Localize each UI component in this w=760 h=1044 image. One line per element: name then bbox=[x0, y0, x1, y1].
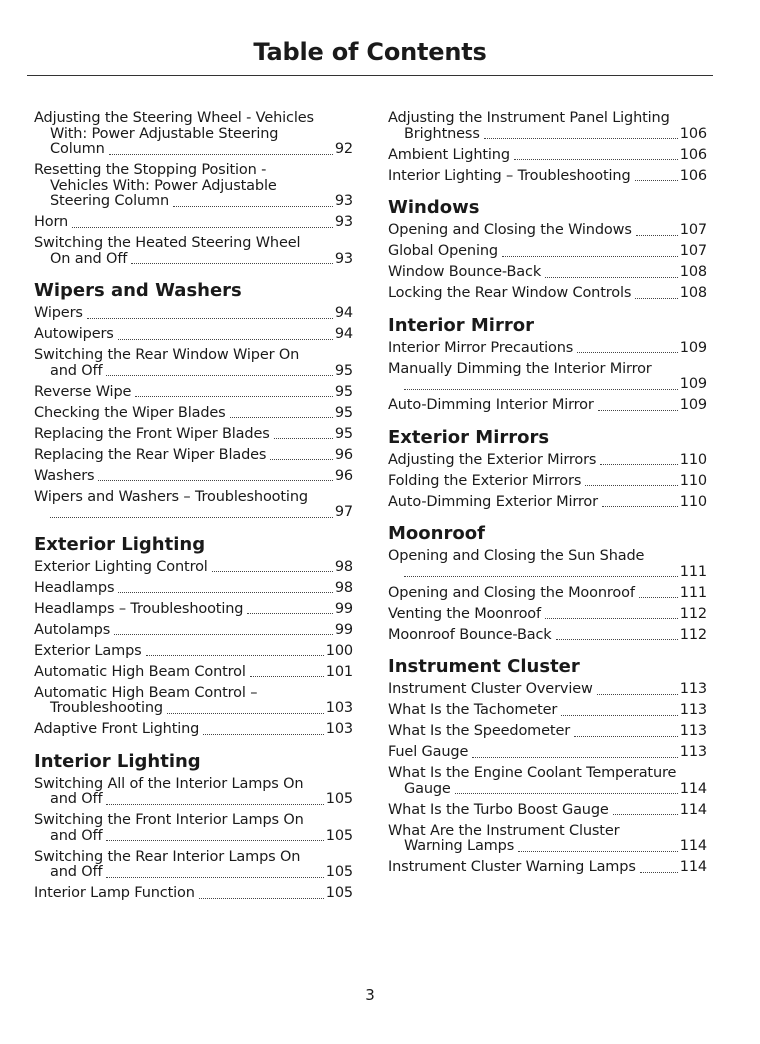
toc-entry-title-line: Ambient Lighting bbox=[388, 146, 510, 163]
toc-entry-page: 114 bbox=[679, 801, 707, 818]
dot-leader bbox=[106, 877, 323, 878]
toc-entry-exterior-lighting-control[interactable] bbox=[34, 560, 353, 576]
toc-entry-what-is-the-engine-coolant-temperature-gauge[interactable] bbox=[388, 766, 707, 797]
toc-entry-title-line: Global Opening bbox=[388, 243, 498, 259]
toc-entry-moonroof-bounce-back[interactable] bbox=[388, 628, 707, 644]
toc-entry-page: 105 bbox=[325, 864, 353, 880]
toc-entry-headlamps-troubleshooting[interactable] bbox=[34, 602, 353, 618]
toc-entry-page: 107 bbox=[679, 222, 707, 238]
dot-leader bbox=[404, 576, 678, 577]
toc-entry-title-line: and Off bbox=[50, 791, 103, 807]
toc-entry-fuel-gauge[interactable] bbox=[388, 745, 707, 761]
dot-leader bbox=[636, 235, 678, 236]
toc-entry-opening-and-closing-the-moonroof[interactable] bbox=[388, 586, 707, 602]
title-divider bbox=[27, 75, 713, 76]
toc-entry-opening-and-closing-the-windows[interactable] bbox=[388, 223, 707, 239]
toc-entry-title-line: What Is the Speedometer bbox=[388, 723, 571, 739]
toc-entry-page: 113 bbox=[679, 681, 707, 697]
toc-entry-title-line: Moonroof Bounce-Back bbox=[388, 626, 552, 643]
toc-entry-page: 95 bbox=[334, 383, 353, 400]
toc-entry-title-line: Automatic High Beam Control – bbox=[34, 684, 258, 701]
dot-leader bbox=[212, 571, 333, 572]
toc-entry-page: 114 bbox=[679, 838, 707, 854]
toc-entry-instrument-cluster-warning-lamps[interactable] bbox=[388, 860, 707, 876]
toc-entry-global-opening[interactable] bbox=[388, 244, 707, 260]
toc-entry-automatic-high-beam-control[interactable] bbox=[34, 665, 353, 681]
toc-entry-what-is-the-turbo-boost-gauge[interactable] bbox=[388, 803, 707, 819]
toc-entry-page: 113 bbox=[679, 744, 707, 760]
section-heading-interior-mirror: Interior Mirror bbox=[388, 314, 534, 336]
toc-entry-title-line: What Is the Turbo Boost Gauge bbox=[388, 801, 609, 818]
toc-entry-title-line: Steering Column bbox=[50, 193, 170, 209]
dot-leader bbox=[118, 592, 332, 593]
toc-entry-page: 114 bbox=[679, 780, 707, 797]
dot-leader bbox=[50, 517, 333, 518]
section-heading-wipers-and-washers: Wipers and Washers bbox=[34, 280, 242, 301]
toc-entry-title-line: Exterior Lamps bbox=[34, 642, 142, 659]
toc-entry-page: 111 bbox=[679, 563, 707, 580]
toc-entry-title-line: Switching All of the Interior Lamps On bbox=[34, 775, 304, 792]
toc-entry-switching-the-front-interior-lamps-on-and-off[interactable] bbox=[34, 813, 353, 844]
toc-entry-page: 103 bbox=[325, 700, 353, 716]
toc-entry-page: 110 bbox=[679, 472, 707, 489]
toc-entry-autolamps[interactable] bbox=[34, 623, 353, 639]
dot-leader bbox=[545, 618, 678, 619]
dot-leader bbox=[574, 736, 678, 737]
toc-entry-title-line: Wipers bbox=[34, 305, 83, 321]
toc-entry-page: 94 bbox=[334, 305, 353, 321]
dot-leader bbox=[602, 506, 678, 507]
toc-entry-page: 109 bbox=[679, 376, 707, 392]
dot-leader bbox=[502, 256, 678, 257]
toc-entry-title-line: Reverse Wipe bbox=[34, 383, 132, 400]
dot-leader bbox=[250, 676, 324, 677]
toc-entry-title-line: Opening and Closing the Windows bbox=[388, 222, 632, 238]
toc-entry-page: 113 bbox=[679, 702, 707, 718]
toc-entry-title-line: Interior Lighting – Troubleshooting bbox=[388, 167, 631, 184]
toc-entry-page: 103 bbox=[325, 721, 353, 737]
dot-leader bbox=[270, 459, 333, 460]
toc-entry-automatic-high-beam-control-troubleshooting[interactable] bbox=[34, 686, 353, 717]
toc-entry-headlamps[interactable] bbox=[34, 581, 353, 597]
dot-leader bbox=[131, 263, 333, 264]
toc-entry-replacing-the-front-wiper-blades[interactable] bbox=[34, 427, 353, 443]
toc-entry-title-line: Folding the Exterior Mirrors bbox=[388, 472, 582, 489]
dot-leader bbox=[514, 159, 678, 160]
toc-entry-what-is-the-speedometer[interactable] bbox=[388, 724, 707, 740]
toc-entry-page: 99 bbox=[334, 621, 353, 638]
toc-entry-adjusting-the-exterior-mirrors[interactable] bbox=[388, 453, 707, 469]
toc-entry-page: 106 bbox=[679, 146, 707, 163]
toc-entry-page: 95 bbox=[334, 404, 353, 421]
toc-entry-title-line: What Are the Instrument Cluster bbox=[388, 822, 620, 839]
dot-leader bbox=[613, 814, 678, 815]
toc-entry-title-line: Manually Dimming the Interior Mirror bbox=[388, 360, 652, 377]
toc-entry-manually-dimming-the-interior-mirror[interactable] bbox=[388, 362, 707, 393]
dot-leader bbox=[472, 757, 678, 758]
toc-entry-page: 107 bbox=[679, 243, 707, 259]
dot-leader bbox=[635, 180, 678, 181]
toc-entry-title-line: Washers bbox=[34, 467, 95, 484]
dot-leader bbox=[455, 793, 678, 794]
toc-entry-what-is-the-tachometer[interactable] bbox=[388, 703, 707, 719]
toc-entry-page: 108 bbox=[679, 285, 707, 301]
toc-entry-adaptive-front-lighting[interactable] bbox=[34, 722, 353, 738]
toc-entry-page: 92 bbox=[334, 141, 353, 157]
toc-entry-title-line: Autowipers bbox=[34, 326, 114, 342]
toc-entry-title-line: Wipers and Washers – Troubleshooting bbox=[34, 488, 308, 505]
dot-leader bbox=[106, 840, 323, 841]
dot-leader bbox=[230, 417, 333, 418]
toc-entry-washers[interactable] bbox=[34, 469, 353, 485]
toc-entry-title-line: Headlamps bbox=[34, 579, 115, 596]
dot-leader bbox=[247, 613, 333, 614]
toc-entry-page: 105 bbox=[325, 791, 353, 807]
toc-entry-title-line: Brightness bbox=[404, 125, 480, 142]
dot-leader bbox=[484, 138, 678, 139]
toc-entry-title-line: Adjusting the Instrument Panel Lighting bbox=[388, 110, 670, 126]
toc-entry-ambient-lighting[interactable] bbox=[388, 148, 707, 164]
dot-leader bbox=[106, 375, 332, 376]
toc-entry-title-line: Instrument Cluster Warning Lamps bbox=[388, 859, 636, 875]
section-heading-exterior-mirrors: Exterior Mirrors bbox=[388, 426, 550, 448]
toc-entry-title-line: Interior Lamp Function bbox=[34, 885, 195, 901]
toc-entry-page: 110 bbox=[679, 451, 707, 468]
toc-entry-what-are-the-instrument-cluster-warning-lamps[interactable] bbox=[388, 824, 707, 855]
dot-leader bbox=[561, 715, 678, 716]
toc-entry-title-line: and Off bbox=[50, 864, 103, 880]
toc-left-column bbox=[34, 111, 353, 907]
dot-leader bbox=[173, 206, 333, 207]
toc-entry-locking-the-rear-window-controls[interactable] bbox=[388, 286, 707, 302]
toc-entry-title-line: Replacing the Front Wiper Blades bbox=[34, 425, 270, 442]
toc-entry-title-line: and Off bbox=[50, 362, 103, 379]
toc-entry-reverse-wipe[interactable] bbox=[34, 385, 353, 401]
dot-leader bbox=[135, 396, 333, 397]
dot-leader bbox=[72, 227, 333, 228]
toc-entry-title-line: Adaptive Front Lighting bbox=[34, 721, 200, 737]
toc-entry-title-line: Headlamps – Troubleshooting bbox=[34, 600, 244, 617]
toc-entry-page: 109 bbox=[679, 339, 707, 356]
toc-entry-page: 97 bbox=[334, 504, 353, 520]
toc-entry-page: 100 bbox=[325, 642, 353, 659]
toc-entry-page: 112 bbox=[679, 626, 707, 643]
toc-entry-page: 106 bbox=[679, 125, 707, 142]
toc-entry-page: 112 bbox=[679, 605, 707, 622]
toc-entry-page: 94 bbox=[334, 326, 353, 342]
toc-entry-autowipers[interactable] bbox=[34, 327, 353, 343]
page-title: Table of Contents bbox=[253, 38, 487, 66]
toc-entry-title-line: What Is the Engine Coolant Temperature bbox=[388, 765, 677, 781]
toc-entry-title-line: Auto-Dimming Interior Mirror bbox=[388, 397, 594, 413]
toc-entry-title-line: Troubleshooting bbox=[50, 700, 163, 716]
section-heading-exterior-lighting: Exterior Lighting bbox=[34, 533, 206, 555]
toc-entry-title-line: Venting the Moonroof bbox=[388, 605, 541, 622]
toc-entry-title-line: Interior Mirror Precautions bbox=[388, 339, 574, 356]
dot-leader bbox=[114, 634, 333, 635]
toc-entry-title-line: On and Off bbox=[50, 250, 128, 267]
toc-entry-title-line: What Is the Tachometer bbox=[388, 702, 558, 718]
toc-entry-page: 114 bbox=[679, 859, 707, 875]
section-heading-instrument-cluster: Instrument Cluster bbox=[388, 656, 580, 677]
toc-entry-page: 106 bbox=[679, 167, 707, 184]
toc-entry-title-line: Auto-Dimming Exterior Mirror bbox=[388, 493, 598, 510]
toc-entry-title-line: Adjusting the Exterior Mirrors bbox=[388, 451, 597, 468]
dot-leader bbox=[545, 277, 678, 278]
toc-entry-title-line: Instrument Cluster Overview bbox=[388, 681, 593, 697]
dot-leader bbox=[585, 485, 678, 486]
toc-entry-page: 105 bbox=[325, 885, 353, 901]
toc-entry-page: 95 bbox=[334, 362, 353, 379]
toc-entry-adjusting-the-steering-wheel-vehicles-with-power-adjustable-steering-column[interactable] bbox=[34, 111, 353, 158]
toc-entry-page: 93 bbox=[334, 250, 353, 267]
toc-entry-auto-dimming-exterior-mirror[interactable] bbox=[388, 495, 707, 511]
toc-entry-title-line: With: Power Adjustable Steering bbox=[50, 125, 279, 142]
toc-entry-instrument-cluster-overview[interactable] bbox=[388, 682, 707, 698]
toc-entry-horn[interactable] bbox=[34, 215, 353, 231]
toc-entry-title-line: Adjusting the Steering Wheel - Vehicles bbox=[34, 110, 314, 126]
toc-entry-exterior-lamps[interactable] bbox=[34, 644, 353, 660]
toc-entry-title-line: Opening and Closing the Moonroof bbox=[388, 584, 635, 601]
toc-entry-page: 108 bbox=[679, 264, 707, 280]
toc-entry-resetting-the-stopping-position-vehicles-with-power-adjustable-steering-column[interactable] bbox=[34, 163, 353, 210]
toc-entry-page: 98 bbox=[334, 579, 353, 596]
toc-entry-title-line: Automatic High Beam Control bbox=[34, 663, 246, 680]
section-heading-moonroof: Moonroof bbox=[388, 523, 485, 544]
dot-leader bbox=[167, 713, 324, 714]
toc-entry-page: 96 bbox=[334, 446, 353, 463]
toc-entry-page: 110 bbox=[679, 493, 707, 510]
dot-leader bbox=[203, 734, 324, 735]
toc-right-column bbox=[388, 111, 707, 881]
toc-entry-replacing-the-rear-wiper-blades[interactable] bbox=[34, 448, 353, 464]
section-heading-interior-lighting: Interior Lighting bbox=[34, 750, 201, 772]
toc-entry-auto-dimming-interior-mirror[interactable] bbox=[388, 398, 707, 414]
toc-entry-title-line: Horn bbox=[34, 214, 69, 230]
toc-entry-wipers[interactable] bbox=[34, 306, 353, 322]
dot-leader bbox=[598, 410, 678, 411]
dot-leader bbox=[199, 898, 324, 899]
dot-leader bbox=[274, 438, 333, 439]
toc-entry-page: 109 bbox=[679, 397, 707, 413]
dot-leader bbox=[518, 851, 678, 852]
dot-leader bbox=[597, 694, 678, 695]
toc-entry-title-line: Locking the Rear Window Controls bbox=[388, 285, 632, 301]
toc-entry-adjusting-the-instrument-panel-lighting-brightness[interactable] bbox=[388, 111, 707, 142]
toc-entry-title-line: Gauge bbox=[404, 780, 451, 797]
toc-entry-title-line: Switching the Front Interior Lamps On bbox=[34, 812, 304, 828]
dot-leader bbox=[106, 804, 323, 805]
dot-leader bbox=[600, 464, 677, 465]
toc-entry-page: 105 bbox=[325, 827, 353, 844]
toc-entry-page: 96 bbox=[334, 467, 353, 484]
toc-entry-interior-lighting-troubleshooting[interactable] bbox=[388, 169, 707, 185]
toc-entry-page: 99 bbox=[334, 600, 353, 617]
toc-entry-switching-all-of-the-interior-lamps-on-and-off[interactable] bbox=[34, 777, 353, 808]
toc-entry-title-line: and Off bbox=[50, 827, 103, 844]
toc-entry-window-bounce-back[interactable] bbox=[388, 265, 707, 281]
toc-entry-switching-the-heated-steering-wheel-on-and-off[interactable] bbox=[34, 236, 353, 267]
toc-entry-title-line: Replacing the Rear Wiper Blades bbox=[34, 446, 267, 463]
toc-entry-page: 95 bbox=[334, 425, 353, 442]
toc-entry-title-line: Window Bounce-Back bbox=[388, 264, 542, 280]
toc-entry-title-line: Warning Lamps bbox=[404, 838, 515, 854]
dot-leader bbox=[635, 298, 678, 299]
toc-entry-title-line: Switching the Rear Window Wiper On bbox=[34, 347, 300, 363]
toc-entry-switching-the-rear-window-wiper-on-and-off[interactable] bbox=[34, 348, 353, 379]
toc-entry-page: 101 bbox=[325, 663, 353, 680]
dot-leader bbox=[577, 352, 678, 353]
dot-leader bbox=[639, 597, 678, 598]
toc-entry-venting-the-moonroof[interactable] bbox=[388, 607, 707, 623]
toc-entry-title-line: Switching the Heated Steering Wheel bbox=[34, 235, 301, 251]
dot-leader bbox=[109, 154, 333, 155]
toc-entry-opening-and-closing-the-sun-shade[interactable] bbox=[388, 549, 707, 580]
toc-entry-title-line: Opening and Closing the Sun Shade bbox=[388, 548, 645, 564]
toc-entry-interior-mirror-precautions[interactable] bbox=[388, 341, 707, 357]
dot-leader bbox=[87, 318, 333, 319]
toc-entry-title-line: Exterior Lighting Control bbox=[34, 558, 208, 575]
dot-leader bbox=[146, 655, 324, 656]
toc-entry-title-line: Resetting the Stopping Position - bbox=[34, 162, 267, 178]
toc-entry-page: 93 bbox=[334, 214, 353, 230]
toc-entry-folding-the-exterior-mirrors[interactable] bbox=[388, 474, 707, 490]
dot-leader bbox=[556, 639, 678, 640]
toc-entry-page: 111 bbox=[679, 584, 707, 601]
toc-entry-switching-the-rear-interior-lamps-on-and-off[interactable] bbox=[34, 850, 353, 881]
dot-leader bbox=[98, 480, 332, 481]
toc-entry-interior-lamp-function[interactable] bbox=[34, 886, 353, 902]
page-number: 3 bbox=[365, 986, 375, 1004]
toc-entry-wipers-and-washers-troubleshooting[interactable] bbox=[34, 490, 353, 521]
toc-entry-title-line: Fuel Gauge bbox=[388, 744, 469, 760]
toc-entry-title-line: Autolamps bbox=[34, 621, 111, 638]
toc-entry-title-line: Switching the Rear Interior Lamps On bbox=[34, 848, 301, 865]
toc-entry-title-line: Checking the Wiper Blades bbox=[34, 404, 226, 421]
dot-leader bbox=[404, 389, 678, 390]
toc-entry-page: 93 bbox=[334, 193, 353, 209]
toc-entry-title-line: Column bbox=[50, 141, 105, 157]
toc-entry-title-line: Vehicles With: Power Adjustable bbox=[50, 177, 277, 194]
dot-leader bbox=[640, 872, 678, 873]
toc-entry-checking-the-wiper-blades[interactable] bbox=[34, 406, 353, 422]
dot-leader bbox=[118, 339, 333, 340]
section-heading-windows: Windows bbox=[388, 197, 480, 218]
toc-entry-page: 113 bbox=[679, 723, 707, 739]
toc-entry-page: 98 bbox=[334, 558, 353, 575]
